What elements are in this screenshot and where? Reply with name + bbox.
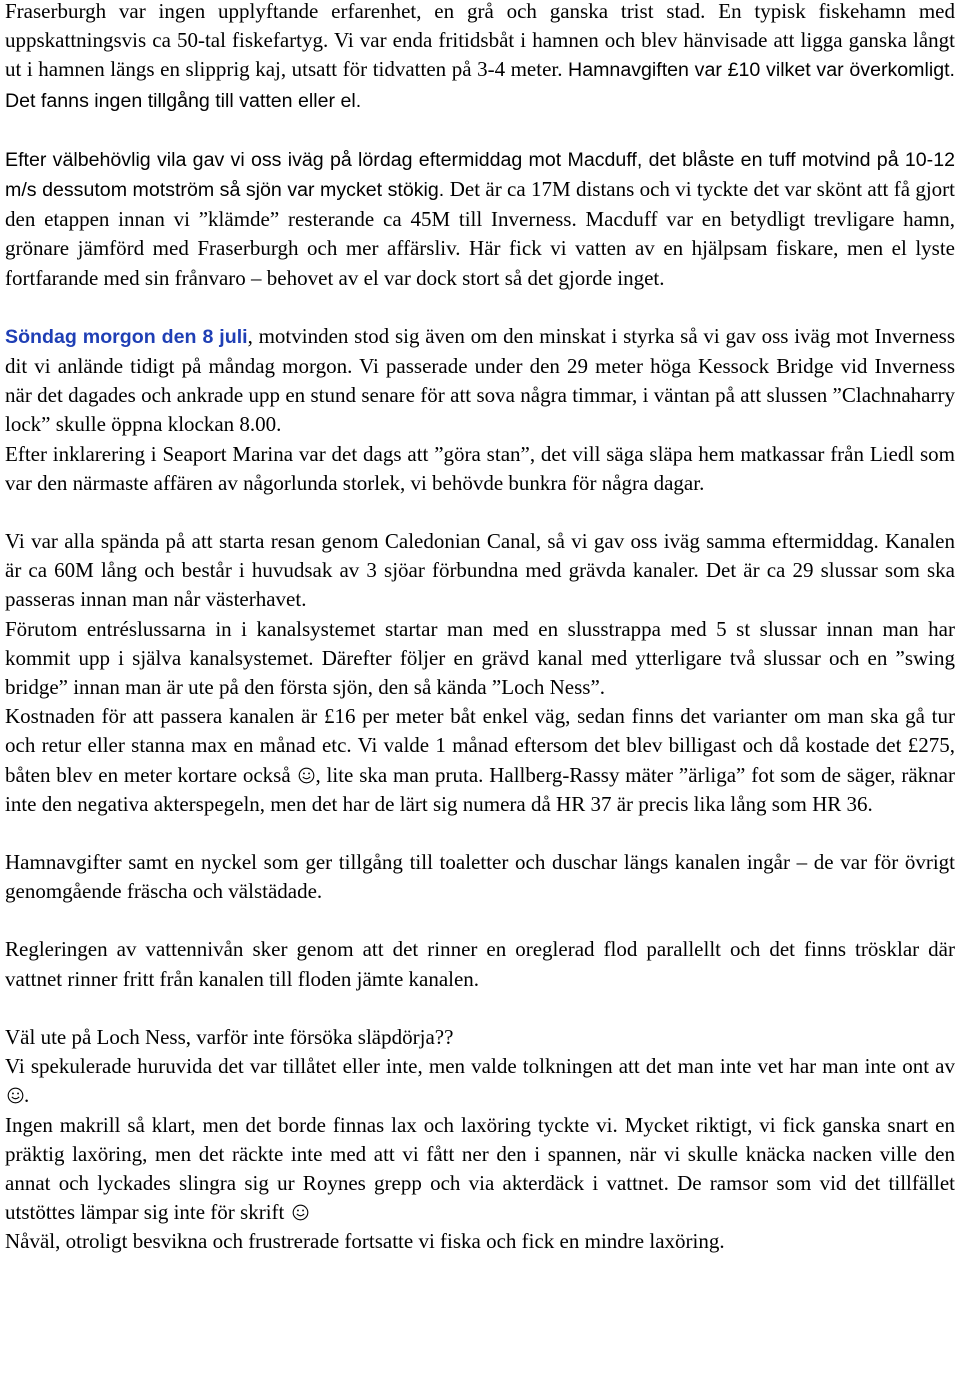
paragraph-text: Regleringen av vattennivån sker genom att det rinner en oreglerad flod parallellt och det finns trösklar där vattnet rinner fritt från kanalen till floden jämte kanalen.: [5, 937, 955, 991]
paragraph-text: Vi spekulerade huruvida det var tillåtet eller inte, men valde tolkningen att det man inte vet har man inte ont av: [5, 1054, 955, 1079]
paragraph-sunday: [5, 322, 955, 440]
paragraph-macduff: [5, 145, 955, 293]
paragraph-text-sans: Efter välbehövlig vila gav vi oss iväg på lördag eftermiddag mot Macduff, det blåste en tuff motvind på 10-12 m/s dessutom motström så sjön var mycket stökig.: [5, 148, 955, 202]
paragraph-seaport-marina: [5, 440, 955, 498]
paragraph-text: Fraserburgh var ingen upplyftande erfarenhet, en grå och ganska trist stad. En typisk fiskehamn med uppskattningsvis ca 50-tal fiskefartyg. Vi var enda fritidsbåt i hamnen och blev hänvisade att ligga ganska långt ut i hamnen längs en slipprig kaj, utsatt för tidvatten på 3-4 meter.: [5, 0, 955, 82]
paragraph-text: Förutom entréslussarna in i kanalsystemet startar man med en slusstrappa med 5 st slussar innan man har kommit upp i själva kanalsystemet. Därefter följer en grävd kanal med ytterligare två slussar och en ”swing bridge” innan man är ute på den första sjön, den så kända ”Loch Ness”.: [5, 616, 955, 700]
paragraph-speculation: [5, 1052, 955, 1110]
paragraph-text: Kostnaden för att passera kanalen är £16 per meter båt enkel väg, sedan finns det varianter om man ska gå tur och retur eller stanna max en månad etc. Vi valde 1 månad eftersom det blev billigast och då kostade det £275, båten blev en meter kortare också: [5, 704, 955, 787]
paragraph-text: Hamnavgifter samt en nyckel som ger tillgång till toaletter och duschar längs kanalen ingår – de var för övrigt genomgående fräscha och välstädade.: [5, 850, 955, 904]
paragraph-text: Efter inklarering i Seaport Marina var det dags att ”göra stan”, det vill säga släpa hem matkassar från Liedl som var den närmaste affären av någorlunda storlek, vi behövde bunkra för några dagar.: [5, 441, 955, 495]
paragraph-fishing: [5, 1111, 955, 1228]
paragraph-locks: [5, 615, 955, 703]
paragraph-cost: [5, 702, 955, 819]
paragraph-text: Ingen makrill så klart, men det borde finnas lax och laxöring tyckte vi. Mycket riktigt, vi fick ganska snart en präktig laxöring, men det räckte inte med att vi fått ner den i spannen, när vi skulle knäcka nacken ville den annat och lyckades slingra sig ur Roynes grepp och via akterdäck i vattnet. De ramsor som vid det tillfället utstöttes lämpar sig inte för skrift: [5, 1112, 955, 1225]
paragraph-text: Nåväl, otroligt besvikna och frustrerade fortsatte vi fiska och fick en mindre laxöring.: [5, 1229, 725, 1254]
paragraph-harbour-fees: [5, 848, 955, 906]
paragraph-text: , motvinden stod sig även om den minskat i styrka så vi gav oss iväg mot Inverness dit vi anlände tidigt på måndag morgon. Vi passerade under den 29 meter höga Kessock Bridge vid Inverness när det dagades och ankrade upp en stund senare för att sova några timmar, i väntan på att slussen ”Clachnaharry lock” skulle öppna klockan 8.00.: [5, 323, 955, 437]
document-body: [5, 0, 955, 1257]
paragraph-text-sans: Hamnavgiften var £10 vilket var överkomligt. Det fanns ingen tillgång till vatten eller el.: [5, 59, 955, 112]
paragraph-text: Det är ca 17M distans och vi tyckte det var skönt att få gjort den etappen innan vi ”klämde” resterande ca 45M till Inverness. Macduff var en betydligt trevligare hamn, grönare jämförd med Fraserburgh och mer affärsliv. Här fick vi vatten av en hjälpsam fiskare, men el lyste fortfarande med sin frånvaro – behovet av el var dock stort så det gjorde inget.: [5, 177, 955, 290]
paragraph-text: .: [24, 1083, 30, 1108]
paragraph-trolling-question: [5, 1023, 955, 1052]
paragraph-conclusion: [5, 1227, 955, 1256]
paragraph-fraserburgh: [5, 0, 955, 116]
paragraph-water-regulation: [5, 935, 955, 993]
smiley-icon: [7, 1087, 24, 1104]
paragraph-text: Väl ute på Loch Ness, varför inte försöka släpdörja??: [5, 1024, 454, 1049]
paragraph-text: , lite ska man pruta. Hallberg-Rassy mäter ”ärliga” fot som de säger, räknar inte den negativa akterspegeln, men det har de lärt sig numera då HR 37 är precis lika lång som HR 36.: [5, 762, 955, 816]
paragraph-text: Vi var alla spända på att starta resan genom Caledonian Canal, så vi gav oss iväg samma eftermiddag. Kanalen är ca 60M lång och består i huvudsak av 3 sjöar förbundna med grävda kanaler. Det är ca 29 slussar som ska passeras innan man når västerhavet.: [5, 529, 955, 612]
paragraph-caledonian-canal: [5, 527, 955, 615]
smiley-icon: [292, 1204, 309, 1221]
date-heading: Söndag morgon den 8 juli: [5, 325, 248, 348]
smiley-icon: [298, 767, 315, 784]
